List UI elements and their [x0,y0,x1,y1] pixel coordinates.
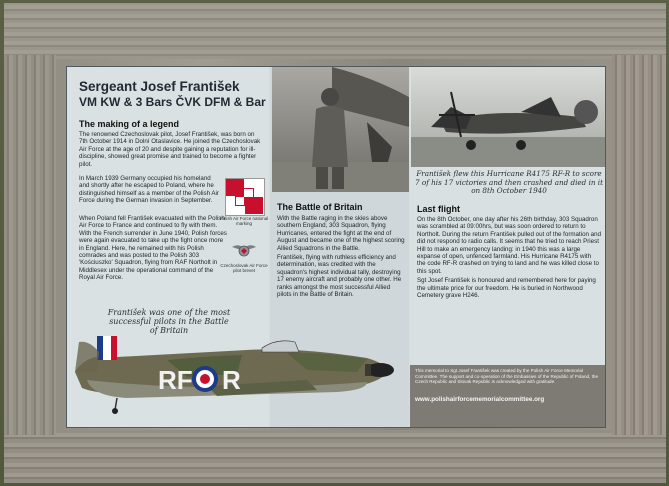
aircraft-code-text: RF [158,365,193,395]
section2-text [277,215,405,300]
section3-text [417,216,601,301]
heading-making-of-legend: The making of a legend [79,119,180,129]
section1-text-3 [79,215,227,284]
polish-air-force-marking [225,178,265,216]
section3-paragraph: On the 8th October, one day after his 26th birthday, 303 Squadron was scrambled at 09:00hrs, but was soon ordered to return to Northolt. During the return František pulled out of the formation and did not respond to radio calls. It seems that he tried to reach Priest Hill to make an emergency landing: in 1940 this was a large expanse of open, unfenced farmland. His Hurricane R4175 with the code RF-R crashed on trying to land and he was killed close to this spot. [417,216,602,275]
frame-bottom-rail [4,430,666,483]
section2-paragraph: With the Battle raging in the skies above southern England, 303 Squadron, flying Hurricanes, entered the fight at the end of August and became one of the highest scoring Allied Squadrons in the Battle. [277,215,405,252]
quote-left: František was one of the most successful pilots in the Battle of Britain [107,308,231,336]
frame-left-post [4,55,56,435]
section2-paragraph: František, flying with ruthless efficiency and determination, was credited with the squadron's highest individual tally, destroying 17 enemy aircraft and probably one other. He ranks amongst the most successful Allied pilots in the Battle of Britain. [277,254,402,299]
heading-battle-of-britain: The Battle of Britain [277,202,363,212]
aircraft-letter-text: R [222,365,241,395]
section3-paragraph: Sgt Josef František is honoured and remembered here for paying the ultimate price for our freedom. He is buried in Northwood Cemetery grave H246. [417,277,596,300]
section1-paragraph: The renowned Czechoslovak pilot, Josef František, was born on 7th October 1914 in Dolní Otaslavice. He joined the Czechoslovak Air Force at the age of 20 and despite gaining a reputation for ill-discipline, showed great promise and trained to become a fighter pilot. [79,131,261,168]
frame-right-post [612,55,666,435]
heading-last-flight: Last flight [417,204,460,214]
quote-right: František flew this Hurricane R4175 RF-R to score 7 of his 17 victories and then crashed and died in it on 8th October 1940 [415,169,603,196]
footer-credit-text: This memorial to Sgt Josef František was created by the Polish Air Force Memorial Committee. The support and co-operation of the Embassies of the Republic of Poland, the Czech Republic and Slovak Republic is acknowledged with gratitude. [415,368,599,385]
pilot-photo [272,67,409,192]
section1-paragraph: When Poland fell František evacuated with the Polish Air Force to France and continued to fly with them. With the French surrender in June 1940, Polish forces were again evacuated to take up the fight once more in England. Here, he remained with his Polish comrades and was posted to the Polish 303 'Kościuszko' Squadron, flying from RAF Northolt in Middlesex under the operational command of the Royal Air Force. [79,215,227,282]
section1-text [79,131,263,170]
flag-caption: Polish Air Force national marking [219,216,269,226]
section1-text-2 [79,175,219,207]
plaque-subtitle: VM KW & 3 Bars ČVK DFM & Bar [79,95,266,109]
section1-paragraph: In March 1939 Germany occupied his homeland and shortly after he escaped to Poland, where he distinguished himself as a member of the Polish Air Force during the German invasion in September. [79,175,219,205]
hurricane-illustration [67,322,409,427]
czech-pilot-badge-icon [231,239,257,261]
pilot-photo-drawing [272,67,409,192]
plaque-title: Sergeant Josef František [79,79,240,94]
badge-caption: Czechoslovak Air Force pilot brevet [220,263,268,273]
hurricane-photo [411,67,605,167]
memorial-plaque [66,66,606,428]
frame-top-rail [4,3,666,59]
footer-website-link: www.polishairforcememorialcommittee.org [415,396,545,403]
hurricane-photo-drawing [411,67,605,167]
